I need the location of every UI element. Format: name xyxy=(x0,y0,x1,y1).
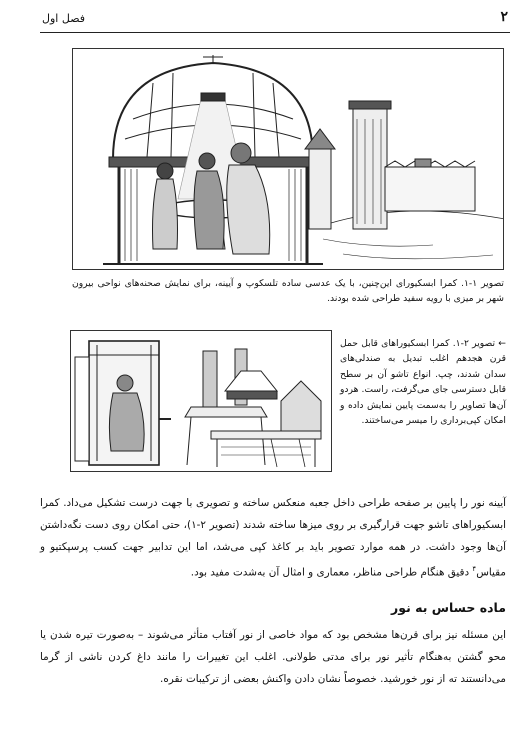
camera-obscura-room-drawing xyxy=(73,49,504,270)
figure-1-caption: تصویر ۱-۱. کمرا ابسکیورای این‌چنین، با یک عدسی ساده تلسکوپ و آیینه، برای نمایش صحنه‌های نواحی بیرون شهر بر میزی با رویه سفید طراحی شده بودند. xyxy=(72,278,504,304)
paragraph-1-end: دقیق هنگام طراحی مناظر، معماری و امثال آن به‌شدت مفید بود. xyxy=(190,566,473,579)
body-paragraph-1 xyxy=(40,492,506,583)
figure-1-illustration xyxy=(72,48,504,270)
chapter-title: فصل اول xyxy=(42,12,85,25)
page-number: ۲ xyxy=(500,9,508,25)
figure-2-illustration xyxy=(70,330,332,472)
footnote-marker[interactable]: ۴ xyxy=(472,565,477,573)
body-paragraph-2: این مسئله نیز برای قرن‌ها مشخص بود که مواد خاصی از نور آفتاب متأثر می‌شوند – به‌صورت تیره شدن یا محو گشتن به‌هنگام تأثیر نور برای مدتی طولانی. اغلب این تغییرات را مانند داغ کردن ناشی از گرما می‌دانستند ته از نور خورشید. خصوصاً نشان دادن واکنش بعضی از ترکیبات نقره. xyxy=(40,629,506,685)
portable-camera-obscura-drawing xyxy=(71,331,332,472)
section-heading: ماده حساس به نور xyxy=(391,600,506,615)
paragraph-1-text: آیینه نور را پایین بر صفحه طراحی داخل جعبه منعکس ساخته و تصویری با جهت درست تشکیل می‌داد. کمرا ابسکیوراهای تاشو جهت قرارگیری بر روی میزها ساخته شدند (تصویر ۲-۱)، حتی امکان روی دست نگه‌داشتن آن‌ها وجود داشت. در همه موارد تصویر باید بر کاغذ کپی می‌شد، اما این تدابیر جهت کسب پرسپکتیو و مقیاس xyxy=(40,497,506,579)
figure-2-caption: ← تصویر ۲-۱. کمرا ابسکیوراهای قابل حمل قرن هجدهم اغلب تبدیل به صندلی‌های سدان شدند، چپ. انواع تاشو آن بر سطح قابل دسترسی جای می‌گرفت، راست. هردو آن‌ها تصاویر را به‌سمت پایین نمایش داده و امکان کپی‌برداری را میسر می‌ساختند. xyxy=(340,338,506,427)
page-header xyxy=(40,6,510,33)
